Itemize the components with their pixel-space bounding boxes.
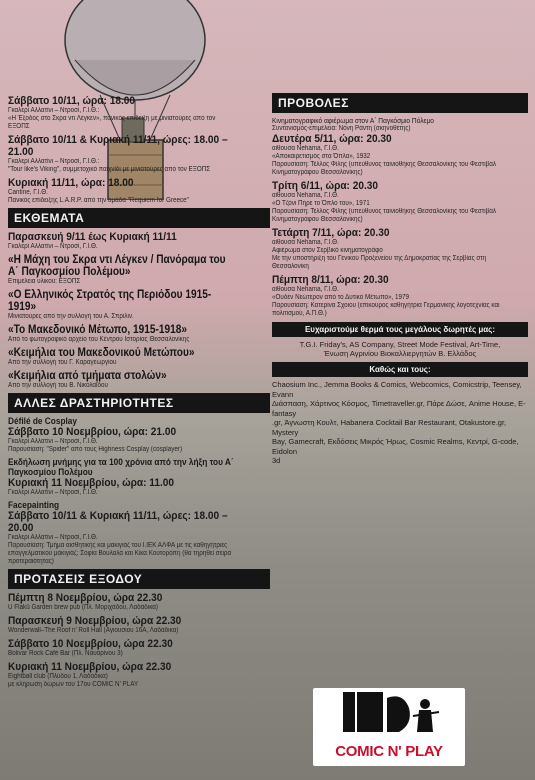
donors-line-1: T.G.I. Friday's, AS Company, Street Mode Festival, Art-Time,: [299, 340, 501, 349]
event-detail: «Η Έξοδος στο Σκρα ντι Λέγκεν», πανικός επίδειξη με μινιατούρες από τον: [8, 115, 216, 122]
screening-detail: «Ο Τζόνι Πήρε το Όπλο του», 1971: [272, 200, 370, 207]
activity-entry: [8, 500, 270, 566]
exhibitions-list: [8, 254, 270, 390]
outing-venue: Bolivar Rock Café Bar (Πλ. Ναυαρίνου 3): [8, 650, 123, 657]
activity-entry: [8, 457, 270, 497]
event-detail: Πανικός επίδειξης L.A.R.P. από την ομάδα "Requiem for Greece": [8, 197, 189, 204]
exhibitions-header: ΕΚΘΕΜΑΤΑ: [8, 208, 270, 228]
exhibitions-place: Γκαλερί Αλλατίνι – Ντροσί, Γ.Ι.Θ.: [8, 243, 98, 250]
event-title: Σάββατο 10/11, ώρα: 18.00: [8, 95, 136, 107]
screening-entry: [272, 274, 528, 318]
left-column: [8, 95, 270, 692]
screening-detail: Παρουσίαση: Κατερίνα Σχοιου (επίκουρος καθηγήτρια Γερμανικής λογοτεχνίας και: [272, 302, 500, 309]
activities-header: ΑΛΛΕΣ ΔΡΑΣΤΗΡΙΟΤΗΤΕΣ: [8, 393, 270, 413]
left-top-events: [8, 95, 270, 205]
exhibition-entry: [8, 324, 270, 344]
sponsors-line: Bay, Gamecraft, Εκδόσεις Μικρός Ήρως, Cosmic Realms, Κεντρί, G-code, Eidolon: [272, 437, 519, 456]
event-detail: Cantine, Γ.Ι.Θ.: [8, 189, 48, 196]
screenings-intro-credit: Συντονισμός-επιμέλεια: Νόνη Ράντη (σκηνοθέτης): [272, 125, 411, 132]
outing-entry: [8, 615, 270, 635]
comic-n-play-logo: [313, 688, 465, 766]
activity-title: Défilé de Cosplay: [8, 416, 78, 426]
event-detail: "Tour like's Viking", συμμετοχικό παιχνίδι με μινιατούρες από τον ΕΞΟΠΣ: [8, 166, 211, 173]
activity-detail: προτεραιότητας): [8, 558, 54, 565]
outing-venue: Eightball club (Πλύδου 1, Λαδάδικα): [8, 673, 108, 680]
screening-detail: Παρουσίαση: Τέλλος Φίλης (υπεύθυνος ταινιοθήκης Θεσσαλονίκης του Φεστιβάλ: [272, 161, 497, 168]
outing-date: Παρασκευή 9 Νοεμβρίου, ώρα 22.30: [8, 615, 182, 627]
screening-detail: Θεσσαλονίκη: [272, 263, 309, 270]
screening-detail: πολιτισμού, Α.Π.Θ.): [272, 310, 327, 317]
right-column: [272, 90, 528, 466]
exhibition-detail: Από την συλλογή του Β. Νικολαΐδου: [8, 382, 108, 389]
screening-entry: [272, 227, 528, 271]
exhibition-title: «Η Μάχη του Σκρα ντι Λέγκεν / Πανόραμα του Α΄ Παγκοσμίου Πολέμου»: [8, 254, 226, 278]
activity-date: Σάββατο 10/11 & Κυριακή 11/11, ώρες: 18.00 – 20.00: [8, 510, 228, 534]
screening-detail: Με την υποστήριξη του Γενικού Προξενείου της Δημοκρατίας της Σερβίας στη: [272, 255, 487, 262]
exhibition-detail: Μινιατούρες από την συλλογή του Α. Σπρίλιν.: [8, 313, 134, 320]
event-detail: Γκαλερί Αλλατίνι – Ντροσί, Γ.Ι.Θ.:: [8, 107, 100, 114]
screening-detail: Αφιέρωμα στον Σερβικό κινηματογράφο: [272, 247, 383, 254]
outings-header: ΠΡΟΤΑΣΕΙΣ ΕΞΟΔΟΥ: [8, 569, 270, 589]
donors-line-2: Ένωση Αγρινίου Βιοκαλλιεργητών Β. Ελλάδος: [323, 349, 477, 358]
activities-list: [8, 416, 270, 566]
activity-detail: Γκαλερί Αλλατίνι – Ντροσί, Γ.Ι.Θ.: [8, 489, 98, 496]
screening-date: Τετάρτη 7/11, ώρα: 20.30: [272, 227, 390, 239]
outings-list: [8, 592, 270, 689]
outing-date: Πέμπτη 8 Νοεμβρίου, ώρα 22.30: [8, 592, 163, 604]
screenings-list: [272, 133, 528, 318]
outing-venue: U Flakü Garden brew pub (Πλ. Μοριχάδου, Λαδάδικα): [8, 604, 159, 611]
outing-date: Κυριακή 11 Νοεμβρίου, ώρα 22.30: [8, 661, 172, 673]
activity-detail: Παρουσίαση: "Spider" από τους Highness Cosplay (cosplayer): [8, 446, 183, 453]
screening-detail: αίθουσα Nehama, Γ.Ι.Θ.: [272, 286, 339, 293]
exhibitions-date: Παρασκευή 9/11 έως Κυριακή 11/11: [8, 231, 177, 243]
screening-date: Πέμπτη 8/11, ώρα: 20.30: [272, 274, 389, 286]
screening-detail: «Ουδέν Νεώτερον από το Δυτικό Μέτωπο», 1979: [272, 294, 410, 301]
sponsors-line: Διάσπαση, Χάρτινος Κόσμος, Timetraveller.gr, Πάρε Δώσε, Anime House, E-fantasy: [272, 399, 526, 418]
exhibition-title: «Κειμήλια από τμήματα στολών»: [8, 370, 167, 382]
outing-entry: [8, 592, 270, 612]
event-entry: [8, 134, 270, 174]
activity-detail: επαγγελματικού μακιγιάζ: Σοφία Βουλαλά και Κίκα Κουτορόπη (θα τηρηθεί σειρά: [8, 550, 232, 557]
exhibition-entry: [8, 347, 270, 367]
exhibitions-date-block: [8, 231, 270, 251]
activity-detail: Γκαλερί Αλλατίνι – Ντροσί, Γ.Ι.Θ.: [8, 534, 98, 541]
screening-detail: Παρουσίαση: Τέλλος Φίλης (υπεύθυνος ταινιοθήκης Θεσσαλονίκης του Φεστιβάλ: [272, 208, 497, 215]
screening-entry: [272, 180, 528, 224]
event-entry: [8, 95, 270, 131]
activity-date: Σάββατο 10 Νοεμβρίου, ώρα: 21.00: [8, 426, 177, 438]
screening-detail: αίθουσα Nehama, Γ.Ι.Θ.: [272, 192, 339, 199]
sponsors-line: .gr, Άγνωστη Κουλτ, Habanera Cocktail Bar Restaurant, Otakustore.gr, Mystery: [272, 418, 507, 437]
sponsors-list: [272, 380, 528, 466]
exhibition-entry: [8, 370, 270, 390]
outing-date: Σάββατο 10 Νοεμβρίου, ώρα 22.30: [8, 638, 173, 650]
event-title: Κυριακή 11/11, ώρα: 18.00: [8, 177, 134, 189]
activity-detail: Παρουσίαση: Τμήμα αισθητικής και μακιγιάζ του Ι.ΙΕΚ ΑΛΦΑ με τις καθηγήτριες: [8, 542, 228, 549]
screenings-header: ΠΡΟΒΟΛΕΣ: [272, 93, 528, 113]
screening-date: Τρίτη 6/11, ώρα: 20.30: [272, 180, 379, 192]
screening-detail: Κινηματογράφου Θεσσαλονίκης): [272, 216, 363, 223]
exhibition-detail: Από την συλλογή του Γ. Καραγεωργίου: [8, 359, 117, 366]
sponsors-thanks-bar: Καθώς και τους:: [272, 362, 528, 377]
activity-entry: [8, 416, 270, 454]
event-entry: [8, 177, 270, 205]
outing-venue: με κλήρωση δώρων του 17ου COMIC N' PLAY: [8, 681, 139, 688]
screening-entry: [272, 133, 528, 177]
logo-text: COMIC N' PLAY: [335, 743, 443, 760]
event-detail: Γκαλερί Αλλατίνι – Ντροσί, Γ.Ι.Θ.:: [8, 158, 100, 165]
logo-mark-icon: [313, 688, 465, 748]
exhibition-detail: Επιμέλεια υλικού: ΕΞΟΠΣ: [8, 278, 81, 285]
screening-detail: «Αποκαιρετισμός στα Όπλα», 1932: [272, 153, 371, 160]
sponsors-line: 3d: [272, 456, 281, 465]
screening-date: Δευτέρα 5/11, ώρα: 20.30: [272, 133, 392, 145]
activity-title: Facepainting: [8, 500, 60, 510]
activity-title: Εκδήλωση μνήμης για τα 100 χρόνια από την λήξη του Α΄ Παγκοσμίου Πολέμου: [8, 457, 234, 477]
exhibition-entry: [8, 254, 270, 286]
exhibition-entry: [8, 289, 270, 321]
screening-detail: αίθουσα Nehama, Γ.Ι.Θ.: [272, 239, 339, 246]
outing-venue: Wonderwall–The Roof n' Roll Hall (Αγιουσιου 16Α, Λαδάδικα): [8, 627, 179, 634]
activity-date: Κυριακή 11 Νοεμβρίου, ώρα: 11.00: [8, 477, 175, 489]
activity-detail: Γκαλερί Αλλατίνι – Ντροσί, Γ.Ι.Θ.: [8, 438, 98, 445]
screenings-intro-title: Κινηματογραφικό αφιέρωμα στον Α΄ Παγκόσμιο Πόλεμο: [272, 116, 434, 125]
outing-entry: [8, 661, 270, 689]
exhibition-title: «Ο Ελληνικός Στρατός της Περιόδου 1915-1919»: [8, 289, 212, 313]
exhibition-title: «Το Μακεδονικό Μέτωπο, 1915-1918»: [8, 324, 188, 336]
outing-entry: [8, 638, 270, 658]
donors-thanks-bar: Ευχαριστούμε θερμά τους μεγάλους δωρητές μας:: [272, 322, 528, 337]
exhibition-detail: Από το φωτογραφικό αρχείο του Κέντρου Ιστορίας Θεσσαλονίκης: [8, 336, 190, 343]
event-title: Σάββατο 10/11 & Κυριακή 11/11, ώρες: 18.00 – 21.00: [8, 134, 228, 158]
screening-detail: Κινηματογράφου Θεσσαλονίκης): [272, 169, 363, 176]
screening-detail: αίθουσα Nehama, Γ.Ι.Θ.: [272, 145, 339, 152]
exhibition-title: «Κειμήλια του Μακεδονικού Μετώπου»: [8, 347, 195, 359]
event-detail: ΕΞΟΠΣ: [8, 123, 30, 130]
sponsors-line: Chaosium Inc., Jemma Books & Comics, Webcomics, Comicstrip, Teensey, Evann: [272, 380, 522, 399]
